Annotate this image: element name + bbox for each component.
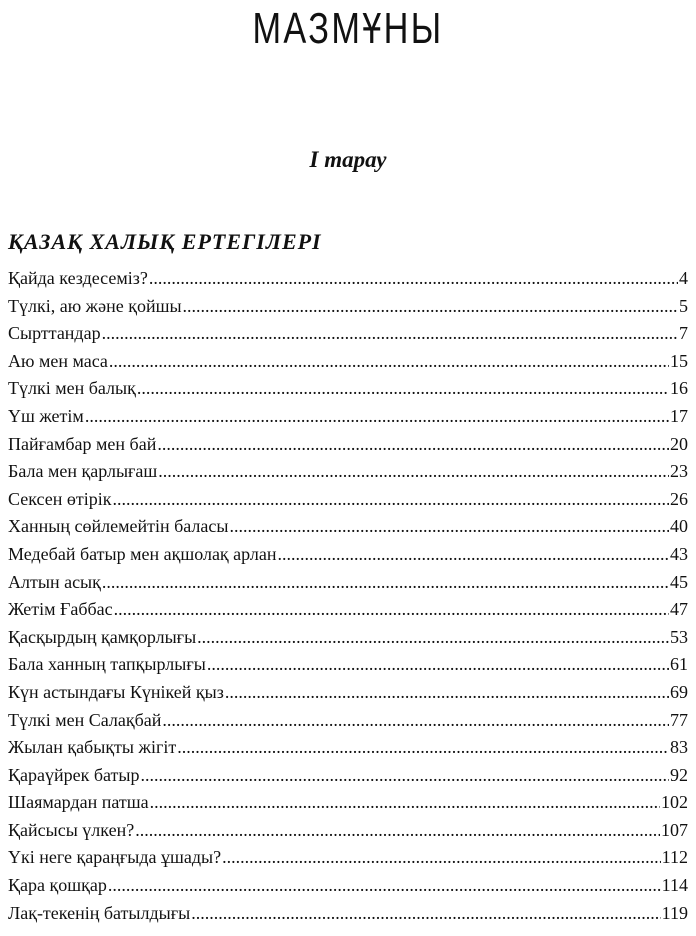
toc-entry-page: 16	[670, 378, 688, 399]
toc-entry-title: Медебай батыр мен ақшолақ арлан	[8, 543, 277, 564]
toc-entry-page: 17	[670, 405, 688, 426]
toc-entry-page: 47	[670, 599, 688, 620]
toc-entry-page: 114	[661, 875, 688, 896]
toc-entry-page: 119	[661, 902, 688, 923]
toc-entry-title: Жылан қабықты жігіт	[8, 737, 177, 758]
toc-entry	[8, 293, 688, 321]
toc-entry	[8, 789, 688, 817]
toc-entry-title: Түлкі мен Салақбай	[8, 709, 162, 730]
toc-entry	[8, 734, 688, 762]
toc-entry	[8, 513, 688, 541]
section-heading: ҚАЗАҚ ХАЛЫҚ ЕРТЕГІЛЕРІ	[8, 229, 322, 254]
toc-leader-dots	[150, 789, 660, 817]
toc-leader-dots	[177, 734, 669, 762]
toc-entry-title: Сексен өтірік	[8, 488, 112, 509]
toc-entry	[8, 569, 688, 597]
toc-entry-title: Түлкі мен балық	[8, 378, 136, 399]
toc-leader-dots	[114, 596, 669, 624]
toc-entry-page: 26	[670, 488, 688, 509]
toc-leader-dots	[157, 431, 669, 459]
toc-entry	[8, 624, 688, 652]
toc-entry	[8, 844, 688, 872]
toc-entry-title: Алтын асық	[8, 571, 101, 592]
toc-entry	[8, 458, 688, 486]
toc-entry-page: 20	[670, 433, 688, 454]
toc-entry-page: 61	[670, 654, 688, 675]
toc-entry-title: Бала ханның тапқырлығы	[8, 654, 206, 675]
toc-entry	[8, 900, 688, 928]
toc-entry	[8, 348, 688, 376]
toc-entry-title: Қараүйрек батыр	[8, 764, 140, 785]
toc-entry-title: Қара қошқар	[8, 875, 107, 896]
toc-entry-page: 40	[670, 516, 688, 537]
toc-entry-page: 69	[670, 681, 688, 702]
toc-leader-dots	[108, 872, 661, 900]
toc-entry-title: Аю мен маса	[8, 350, 108, 371]
toc-entry	[8, 431, 688, 459]
chapter-heading: І тарау	[309, 147, 387, 172]
toc-entry	[8, 762, 688, 790]
toc-leader-dots	[229, 513, 669, 541]
toc-entry	[8, 679, 688, 707]
toc-entry-title: Қайда кездесеміз?	[8, 268, 148, 288]
toc-entry-title: Үш жетім	[8, 405, 84, 426]
toc-entry-title: Шаямардан патша	[8, 792, 149, 813]
toc-entry	[8, 403, 688, 431]
toc-leader-dots	[109, 348, 669, 376]
toc-entry-page: 43	[670, 543, 688, 564]
toc-entry-title: Пайғамбар мен бай	[8, 433, 157, 454]
toc-leader-dots	[207, 651, 669, 679]
toc-entry	[8, 375, 688, 403]
toc-entry-page: 107	[661, 819, 688, 840]
toc-entry-page: 77	[670, 709, 688, 730]
toc-entry-title: Бала мен қарлығаш	[8, 461, 158, 482]
toc-entry	[8, 707, 688, 735]
toc-entry-page: 92	[670, 764, 688, 785]
toc-entry-page: 15	[670, 350, 688, 371]
toc-entry-page: 7	[679, 323, 688, 344]
toc-entry-page: 4	[679, 268, 688, 288]
page-title: МАЗМҰНЫ	[252, 4, 444, 53]
toc-entry	[8, 596, 688, 624]
toc-leader-dots	[158, 458, 669, 486]
toc-entry-page: 83	[670, 737, 688, 758]
toc-entry-title: Қайсысы үлкен?	[8, 819, 135, 840]
toc-leader-dots	[85, 403, 669, 431]
toc-entry-title: Жетім Ғаббас	[8, 599, 113, 620]
table-of-contents	[8, 265, 688, 927]
toc-entry-title: Түлкі, аю және қойшы	[8, 295, 182, 316]
toc-leader-dots	[278, 541, 669, 569]
toc-leader-dots	[135, 817, 660, 845]
toc-entry	[8, 872, 688, 900]
toc-entry	[8, 541, 688, 569]
toc-entry-title: Үкі неге қараңғыда ұшады?	[8, 847, 222, 868]
toc-entry	[8, 320, 688, 348]
toc-entry-title: Қасқырдың қамқорлығы	[8, 626, 197, 647]
toc-entry	[8, 486, 688, 514]
toc-entry-page: 102	[661, 792, 688, 813]
toc-entry-page: 23	[670, 461, 688, 482]
toc-entry-title: Күн астындағы Күнікей қыз	[8, 681, 224, 702]
toc-leader-dots	[225, 679, 669, 707]
toc-leader-dots	[102, 569, 669, 597]
toc-entry-title: Сырттандар	[8, 323, 101, 344]
toc-leader-dots	[141, 762, 670, 790]
toc-leader-dots	[183, 293, 678, 321]
toc-leader-dots	[191, 900, 660, 928]
toc-entry	[8, 817, 688, 845]
toc-leader-dots	[222, 844, 661, 872]
toc-entry-title: Лақ-текенің батылдығы	[8, 902, 191, 923]
toc-leader-dots	[137, 375, 669, 403]
toc-leader-dots	[149, 265, 678, 293]
toc-leader-dots	[162, 707, 669, 735]
toc-entry-page: 5	[679, 295, 688, 316]
toc-entry-page: 112	[661, 847, 688, 868]
toc-leader-dots	[102, 320, 678, 348]
toc-entry-title: Ханның сөйлемейтін баласы	[8, 516, 229, 537]
toc-entry-page: 53	[670, 626, 688, 647]
toc-leader-dots	[197, 624, 669, 652]
toc-leader-dots	[112, 486, 669, 514]
toc-entry	[8, 651, 688, 679]
toc-entry-page: 45	[670, 571, 688, 592]
toc-entry	[8, 265, 688, 293]
